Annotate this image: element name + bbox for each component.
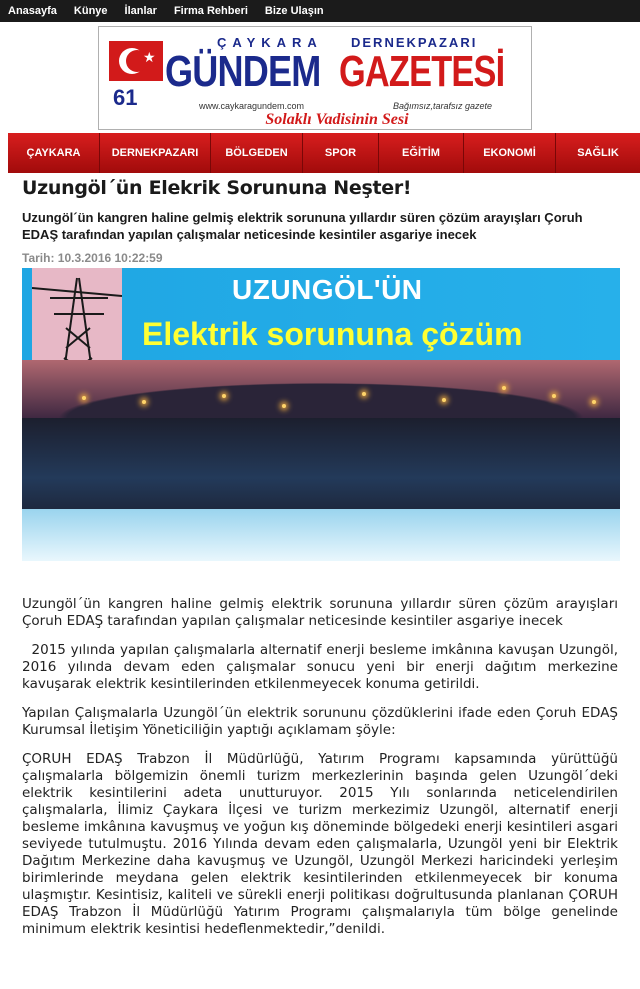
article-title: Uzungöl´ün Elekrik Sorununa Neşter!	[22, 177, 412, 199]
image-subheadline: Elektrik sorununa çözüm	[142, 316, 523, 352]
site-logo[interactable]	[98, 26, 532, 130]
article-header	[22, 177, 620, 265]
logo-caykara: ÇAYKARA	[217, 35, 323, 50]
logo-gundem: GÜNDEM	[165, 47, 321, 96]
article-paragraph: Yapılan Çalışmalarla Uzungöl´ün elektrik sorununu çözdüklerini ifade eden Çoruh EDAŞ Kurumsal İletişim Yöneticiliğin yaptığı açıklamam şöyle:	[22, 705, 618, 738]
logo-slogan: Solaklı Vadisinin Sesi	[265, 111, 409, 128]
topnav-contact[interactable]: Bize Ulaşın	[264, 5, 324, 17]
nav-ekonomi[interactable]: EKONOMİ	[464, 133, 556, 173]
top-navigation	[0, 0, 640, 22]
logo-gazetesi: GAZETESİ	[339, 47, 505, 96]
topnav-home[interactable]: Anasayfa	[8, 5, 57, 17]
topnav-kunye[interactable]: Künye	[73, 5, 108, 17]
nav-egitim[interactable]: EĞİTİM	[379, 133, 464, 173]
article-summary: Uzungöl´ün kangren haline gelmiş elektrik sorununa yıllardır süren çözüm arayışları Çoruh EDAŞ tarafından yapılan çalışmalar neticesinde kesintiler asgariye inecek	[22, 210, 583, 242]
logo-motto: Bağımsız,tarafsız gazete	[393, 101, 493, 111]
article-paragraph: ÇORUH EDAŞ Trabzon İl Müdürlüğü, Yatırım Programı kapsamında yürüttüğü çalışmalarla bölgemizin önemli turizm merkezlerinin başında gelen Uzungöl´deki elektrik kesintilerini adeta unutturuyor. 2015 Yılı sonlarında neticelendirilen çalışmalarla, İlimiz Çaykara İlçesi ve turizm merkezimiz Uzungöl, alternatif enerji besleme imkânına kavuşmuş ve yoğun kış döneminde bölgedeki enerji kesintileri asgari seviyede tutulmuştu. 2016 Yılında devam eden çalışmalarla, Uzungöl yeni bir Elektrik Dağıtım Merkezine daha kavuşmuş ve Uzungöl, Uzungöl Merkezi haricindeki yerleşim birimlerinde meydana gelen elektrik kesintilerinden etkilenmeyecek bir konuma ulaşmıştır. Kesintisiz, kaliteli ve sürekli enerji politikası doğrultusunda planlanan ÇORUH EDAŞ Trabzon İl Müdürlüğü Yatırım Programı çalışmalarıyla tüm bölge genelinde minimum elektrik kesintisi hedeflenmektedir,”denildi.	[22, 751, 618, 937]
topnav-ilanlar[interactable]: İlanlar	[124, 5, 157, 17]
main-navigation	[8, 133, 640, 173]
topnav-firma-rehberi[interactable]: Firma Rehberi	[173, 5, 248, 17]
nav-bolgeden[interactable]: BÖLGEDEN	[211, 133, 303, 173]
article-image	[22, 268, 620, 561]
article-paragraph: 2015 yılında yapılan çalışmalarla alternatif enerji besleme imkânına kavuşan Uzungöl, 2016 yılında devam eden çalışmalar sonucu yeni bir enerji dağıtım merkezine kavuşarak elektrik kesintilerinden etkilenmeyecek konuma getirildi.	[22, 642, 623, 692]
logo-website: www.caykaragundem.com	[199, 101, 305, 111]
logo-dernekpazari: DERNEKPAZARI	[351, 35, 478, 50]
nav-caykara[interactable]: ÇAYKARA	[8, 133, 100, 173]
nav-dernekpazari[interactable]: DERNEKPAZARI	[100, 133, 211, 173]
image-headline: UZUNGÖL'ÜN	[232, 274, 423, 305]
article-date: Tarih: 10.3.2016 10:22:59	[22, 251, 163, 265]
turkish-flag-icon: ★	[109, 41, 163, 81]
nav-spor[interactable]: SPOR	[303, 133, 379, 173]
logo-plate-number: 61	[113, 85, 138, 110]
article-paragraph: Uzungöl´ün kangren haline gelmiş elektrik sorununa yıllardır süren çözüm arayışları Çoruh EDAŞ tarafından yapılan çalışmalar neticesinde kesintiler asgariye inecek	[22, 596, 618, 629]
nav-saglik[interactable]: SAĞLIK	[577, 147, 619, 159]
article-body	[22, 596, 623, 950]
